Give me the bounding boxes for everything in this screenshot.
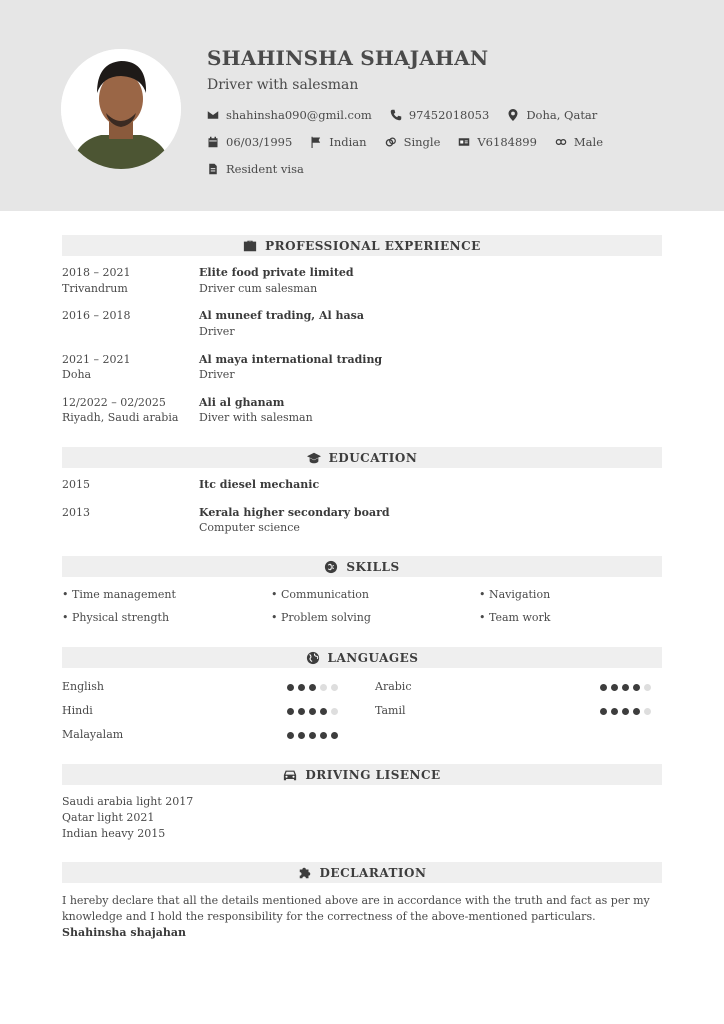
rating-dot-filled — [298, 684, 305, 691]
license-item: Qatar light 2021 — [62, 811, 155, 824]
exp-dates: 12/2022 – 02/2025 — [62, 396, 166, 409]
phone-item[interactable] — [390, 108, 489, 122]
language-name: Hindi — [62, 704, 93, 717]
section-title-declaration: DECLARATION — [319, 865, 427, 880]
email-item[interactable] — [207, 108, 372, 122]
skill-label: Physical strength — [72, 611, 170, 624]
section-driving — [62, 764, 662, 785]
section-declaration — [62, 862, 662, 883]
edu-title: Itc diesel mechanic — [199, 478, 320, 491]
section-experience — [62, 235, 662, 256]
gender-icon — [555, 136, 567, 148]
rating-dot-filled — [600, 708, 607, 715]
graduation-cap-icon — [307, 451, 321, 465]
map-pin-icon — [507, 109, 519, 121]
skill-item: • Navigation — [479, 588, 551, 601]
rating-dot-empty — [320, 684, 327, 691]
nationality-item — [310, 135, 366, 149]
id-item — [458, 135, 537, 149]
document-icon — [207, 163, 219, 175]
skill-item: • Team work — [479, 611, 551, 624]
rating-dot-filled — [611, 708, 618, 715]
language-rating — [287, 708, 342, 715]
exp-role: Driver — [199, 368, 235, 381]
rating-dot-filled — [287, 732, 294, 739]
exp-role: Driver cum salesman — [199, 282, 318, 295]
rating-dot-filled — [622, 708, 629, 715]
declaration-line: I hereby declare that all the details mentioned above are in accordance with the truth and fact as per my — [62, 894, 650, 907]
exp-dates: 2016 – 2018 — [62, 309, 131, 322]
section-title-skills: SKILLS — [346, 559, 400, 574]
exp-company: Al muneef trading, Al hasa — [199, 309, 364, 322]
section-skills — [62, 556, 662, 577]
rating-dot-empty — [644, 684, 651, 691]
section-title-education: EDUCATION — [328, 450, 418, 465]
exp-role: Driver — [199, 325, 235, 338]
visa-item — [207, 162, 304, 176]
rating-dot-filled — [633, 708, 640, 715]
exp-company: Al maya international trading — [199, 353, 383, 366]
location-item — [507, 108, 597, 122]
license-item: Indian heavy 2015 — [62, 827, 166, 840]
language-rating — [600, 684, 655, 691]
rating-dot-filled — [287, 708, 294, 715]
rating-dot-filled — [309, 684, 316, 691]
language-name: Malayalam — [62, 728, 124, 741]
puzzle-icon — [298, 866, 312, 880]
location-text: Doha, Qatar — [526, 108, 598, 122]
section-languages — [62, 647, 662, 668]
email-text: shahinsha090@gmil.com — [226, 108, 372, 122]
section-title-driving: DRIVING LISENCE — [305, 767, 441, 782]
car-icon — [283, 768, 297, 782]
dob-item — [207, 135, 292, 149]
language-rating — [287, 684, 342, 691]
id-card-icon — [458, 136, 470, 148]
marital-text: Single — [403, 135, 441, 149]
dob-text: 06/03/1995 — [226, 135, 293, 149]
rating-dot-filled — [600, 684, 607, 691]
declaration-text — [62, 893, 662, 941]
section-education — [62, 447, 662, 468]
candidate-name: SHAHINSHA SHAJAHAN — [207, 46, 489, 70]
contact-row-1 — [207, 108, 615, 122]
rating-dot-filled — [309, 708, 316, 715]
rating-dot-filled — [287, 684, 294, 691]
edu-title: Kerala higher secondary board — [199, 506, 390, 519]
skill-label: Navigation — [489, 588, 551, 601]
rating-dot-filled — [622, 684, 629, 691]
language-name: English — [62, 680, 104, 693]
marital-item — [385, 135, 441, 149]
rating-dot-filled — [298, 732, 305, 739]
rings-icon — [385, 136, 397, 148]
skill-label: Time management — [72, 588, 176, 601]
rating-dot-empty — [644, 708, 651, 715]
id-text: V6184899 — [477, 135, 537, 149]
rating-dot-filled — [298, 708, 305, 715]
language-name: Tamil — [375, 704, 406, 717]
flag-icon — [310, 136, 322, 148]
exp-dates: 2018 – 2021 — [62, 266, 131, 279]
gender-item — [555, 135, 603, 149]
rating-dot-empty — [331, 708, 338, 715]
section-title-languages: LANGUAGES — [327, 650, 419, 665]
skill-item: • Time management — [62, 588, 176, 601]
section-title-experience: PROFESSIONAL EXPERIENCE — [265, 238, 481, 253]
language-rating — [600, 708, 655, 715]
skill-item: • Problem solving — [271, 611, 371, 624]
visa-text: Resident visa — [226, 162, 304, 176]
exp-company: Ali al ghanam — [199, 396, 285, 409]
license-item: Saudi arabia light 2017 — [62, 795, 194, 808]
signature-name: Shahinsha shajahan — [62, 926, 186, 939]
declaration-line: knowledge and I hold the responsibility for the correctness of the above-mentioned particulars. — [62, 910, 596, 923]
rating-dot-filled — [320, 708, 327, 715]
skill-label: Team work — [489, 611, 551, 624]
contact-row-3 — [207, 162, 322, 176]
edu-year: 2015 — [62, 478, 90, 491]
language-rating — [287, 732, 342, 739]
edu-year: 2013 — [62, 506, 90, 519]
exp-company: Elite food private limited — [199, 266, 354, 279]
envelope-icon — [207, 109, 219, 121]
globe-icon — [306, 651, 320, 665]
gender-text: Male — [573, 135, 604, 149]
candidate-title: Driver with salesman — [207, 77, 359, 93]
phone-text: 97452018053 — [408, 108, 490, 122]
exp-place: Riyadh, Saudi arabia — [62, 411, 179, 424]
briefcase-icon — [243, 239, 257, 253]
edu-detail: Computer science — [199, 521, 300, 534]
language-name: Arabic — [375, 680, 412, 693]
rating-dot-empty — [331, 684, 338, 691]
rating-dot-filled — [331, 732, 338, 739]
rating-dot-filled — [309, 732, 316, 739]
skill-item: • Physical strength — [62, 611, 170, 624]
rating-dot-filled — [633, 684, 640, 691]
profile-photo-image — [61, 49, 181, 169]
exp-place: Trivandrum — [62, 282, 128, 295]
profile-photo — [61, 49, 181, 169]
exp-role: Diver with salesman — [199, 411, 313, 424]
skill-label: Problem solving — [281, 611, 371, 624]
calendar-icon — [207, 136, 219, 148]
exp-dates: 2021 – 2021 — [62, 353, 131, 366]
rating-dot-filled — [611, 684, 618, 691]
phone-icon — [390, 109, 402, 121]
nationality-text: Indian — [329, 135, 367, 149]
skill-label: Communication — [281, 588, 369, 601]
rating-dot-filled — [320, 732, 327, 739]
skill-item: • Communication — [271, 588, 369, 601]
brain-icon — [324, 560, 338, 574]
contact-row-2 — [207, 135, 621, 149]
exp-place: Doha — [62, 368, 92, 381]
